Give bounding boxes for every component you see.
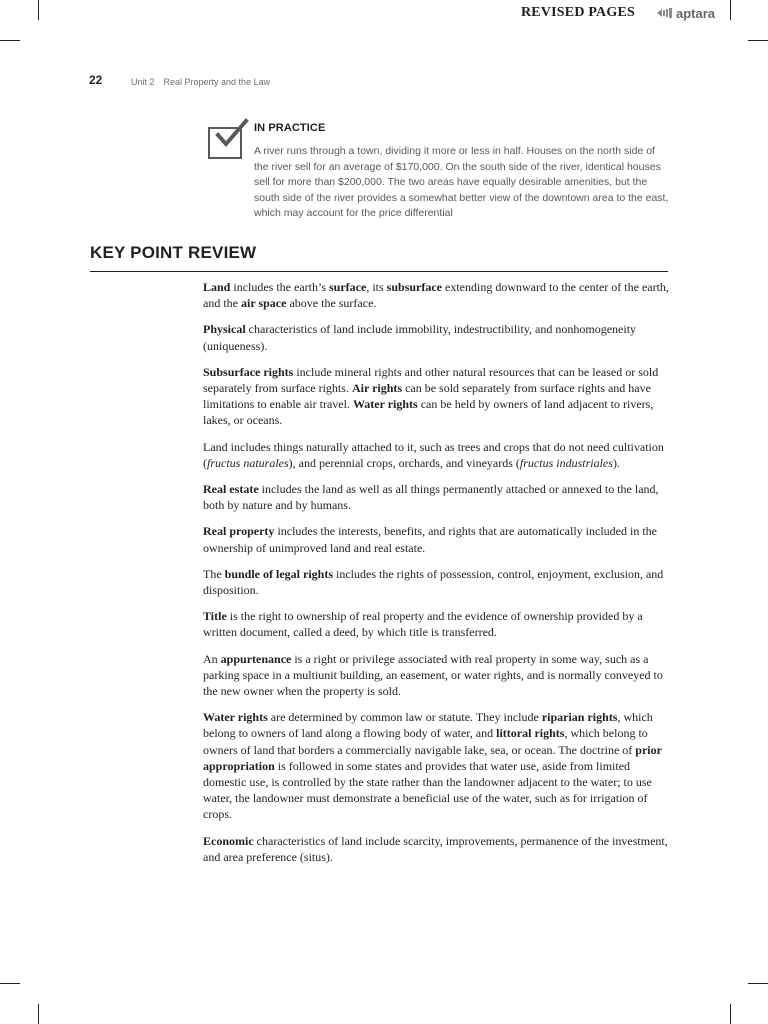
checkbox-check-icon xyxy=(208,127,242,159)
paragraph-text: Land includes things naturally attached to it, such as trees and crops that do not need cultivation ( xyxy=(203,439,664,470)
key-point-paragraph xyxy=(203,608,670,640)
crop-mark xyxy=(748,983,768,984)
paragraph-text: characteristics of land include scarcity, improvements, permanence of the investment, and area preference (situs). xyxy=(203,833,668,864)
key-point-paragraph xyxy=(203,364,670,429)
key-term: surface xyxy=(329,280,367,294)
revised-pages-label: REVISED PAGES xyxy=(521,5,635,20)
paragraph-text: include mineral rights and other natural resources that can be leased or sold separately from surface rights. xyxy=(203,364,659,396)
key-term: Water rights xyxy=(203,710,268,725)
brand-name: aptara xyxy=(675,5,716,21)
paragraph-text: characteristics of land include immobility, indestructibility, and nonhomogeneity (uniqueness). xyxy=(203,322,637,353)
paragraph-text: extending downward to the center of the earth, and the xyxy=(203,280,669,311)
paragraph-text: includes the land as well as all things permanently attached or annexed to the land, both by nature and by humans. xyxy=(203,482,659,513)
section-title: KEY POINT REVIEW xyxy=(90,243,257,262)
paragraph-text: , which belong to owners of land along a flowing body of water, and xyxy=(203,710,653,741)
key-term: Land xyxy=(203,280,231,294)
key-term: subsurface xyxy=(386,280,443,294)
in-practice-heading: IN PRACTICE xyxy=(254,122,326,134)
paragraph-text: includes the interests, benefits, and rights that are automatically included in the ownership of unimproved land and real estate. xyxy=(203,524,657,555)
latin-term: fructus naturales xyxy=(207,455,289,470)
key-term: Physical xyxy=(203,322,246,337)
crop-mark xyxy=(0,40,20,41)
page-number: 22 xyxy=(89,73,103,87)
key-point-paragraph xyxy=(203,439,670,471)
paragraph-text: above the surface. xyxy=(286,296,377,311)
key-point-list xyxy=(203,279,670,875)
key-term: bundle of legal rights xyxy=(224,566,334,581)
crop-mark xyxy=(38,1004,39,1024)
unit-label: Unit 2 xyxy=(131,77,155,87)
key-term: air space xyxy=(241,296,287,311)
key-point-paragraph xyxy=(203,279,670,311)
paragraph-text: includes the earth’s xyxy=(230,280,329,294)
paragraph-text: is a right or privilege associated with real property in some way, such as a parking space in a multiunit building, an easement, or water rights, and is normally conveyed to the new owner when the property is sold. xyxy=(203,651,663,699)
paragraph-text: An xyxy=(203,651,221,666)
key-point-paragraph xyxy=(203,321,670,353)
paragraph-text: ). xyxy=(612,455,620,470)
crop-mark xyxy=(38,0,39,20)
in-practice-text: A river runs through a town, dividing it more or less in half. Houses on the north side of the river sell for an average of $170,000. On the south side of the river, identical houses sell for more than $200,000. The two areas have equally desirable amenities, but the south side of the river provides a somewhat better view of the downtown area to the east, which may account for the price differential xyxy=(254,145,669,219)
key-term: prior appropriation xyxy=(203,742,662,773)
crop-mark xyxy=(748,40,768,41)
paragraph-text: can be sold separately from surface rights and have limitations to enable air travel. xyxy=(203,381,651,412)
paragraph-text: is followed in some states and provides that water use, aside from limited domestic use, is controlled by the state rather than the landowner adjacent to the water; to use water, the landowner must demonstrate a beneficial use of the water, such as for irrigation of crops. xyxy=(203,758,652,822)
paragraph-text: is the right to ownership of real property and the evidence of ownership provided by a written document, called a deed, by which title is transferred. xyxy=(203,609,643,640)
key-point-paragraph xyxy=(203,651,670,700)
paragraph-text: includes the rights of possession, control, enjoyment, exclusion, and disposition. xyxy=(203,566,664,598)
key-term: littoral rights xyxy=(496,726,565,741)
crop-mark xyxy=(0,983,20,984)
key-term: Real property xyxy=(203,524,275,539)
key-point-paragraph xyxy=(203,833,670,865)
paragraph-text: ), and perennial crops, orchards, and vineyards ( xyxy=(288,455,520,470)
unit-title: Real Property and the Law xyxy=(163,77,271,87)
running-head xyxy=(521,4,715,22)
aptara-logo-icon xyxy=(657,8,673,18)
key-term: riparian rights xyxy=(541,710,618,725)
crop-mark xyxy=(730,1004,731,1024)
key-term: Real estate xyxy=(203,482,259,497)
key-term: Title xyxy=(203,609,227,624)
key-term: Air rights xyxy=(351,381,403,396)
paragraph-text: , its xyxy=(366,280,387,294)
crop-mark xyxy=(730,0,731,20)
unit-line xyxy=(131,77,270,87)
key-term: Subsurface rights xyxy=(203,364,294,379)
key-point-paragraph xyxy=(203,566,670,598)
latin-term: fructus industriales xyxy=(519,455,613,470)
publisher-brand xyxy=(657,6,715,21)
key-term: Water rights xyxy=(352,397,418,412)
paragraph-text: are determined by common law or statute. They include xyxy=(267,710,542,725)
key-term: appurtenance xyxy=(220,651,292,666)
section-rule xyxy=(90,271,668,272)
key-point-paragraph xyxy=(203,481,670,513)
paragraph-text: , which belong to owners of land that borders a commercially navigable lake, sea, or ocean. The doctrine of xyxy=(203,726,648,757)
paragraph-text: The xyxy=(203,566,225,581)
key-term: Economic xyxy=(203,833,254,848)
paragraph-text: can be held by owners of land adjacent to rivers, lakes, or oceans. xyxy=(203,397,654,428)
key-point-paragraph xyxy=(203,523,670,555)
key-point-paragraph xyxy=(203,709,670,822)
